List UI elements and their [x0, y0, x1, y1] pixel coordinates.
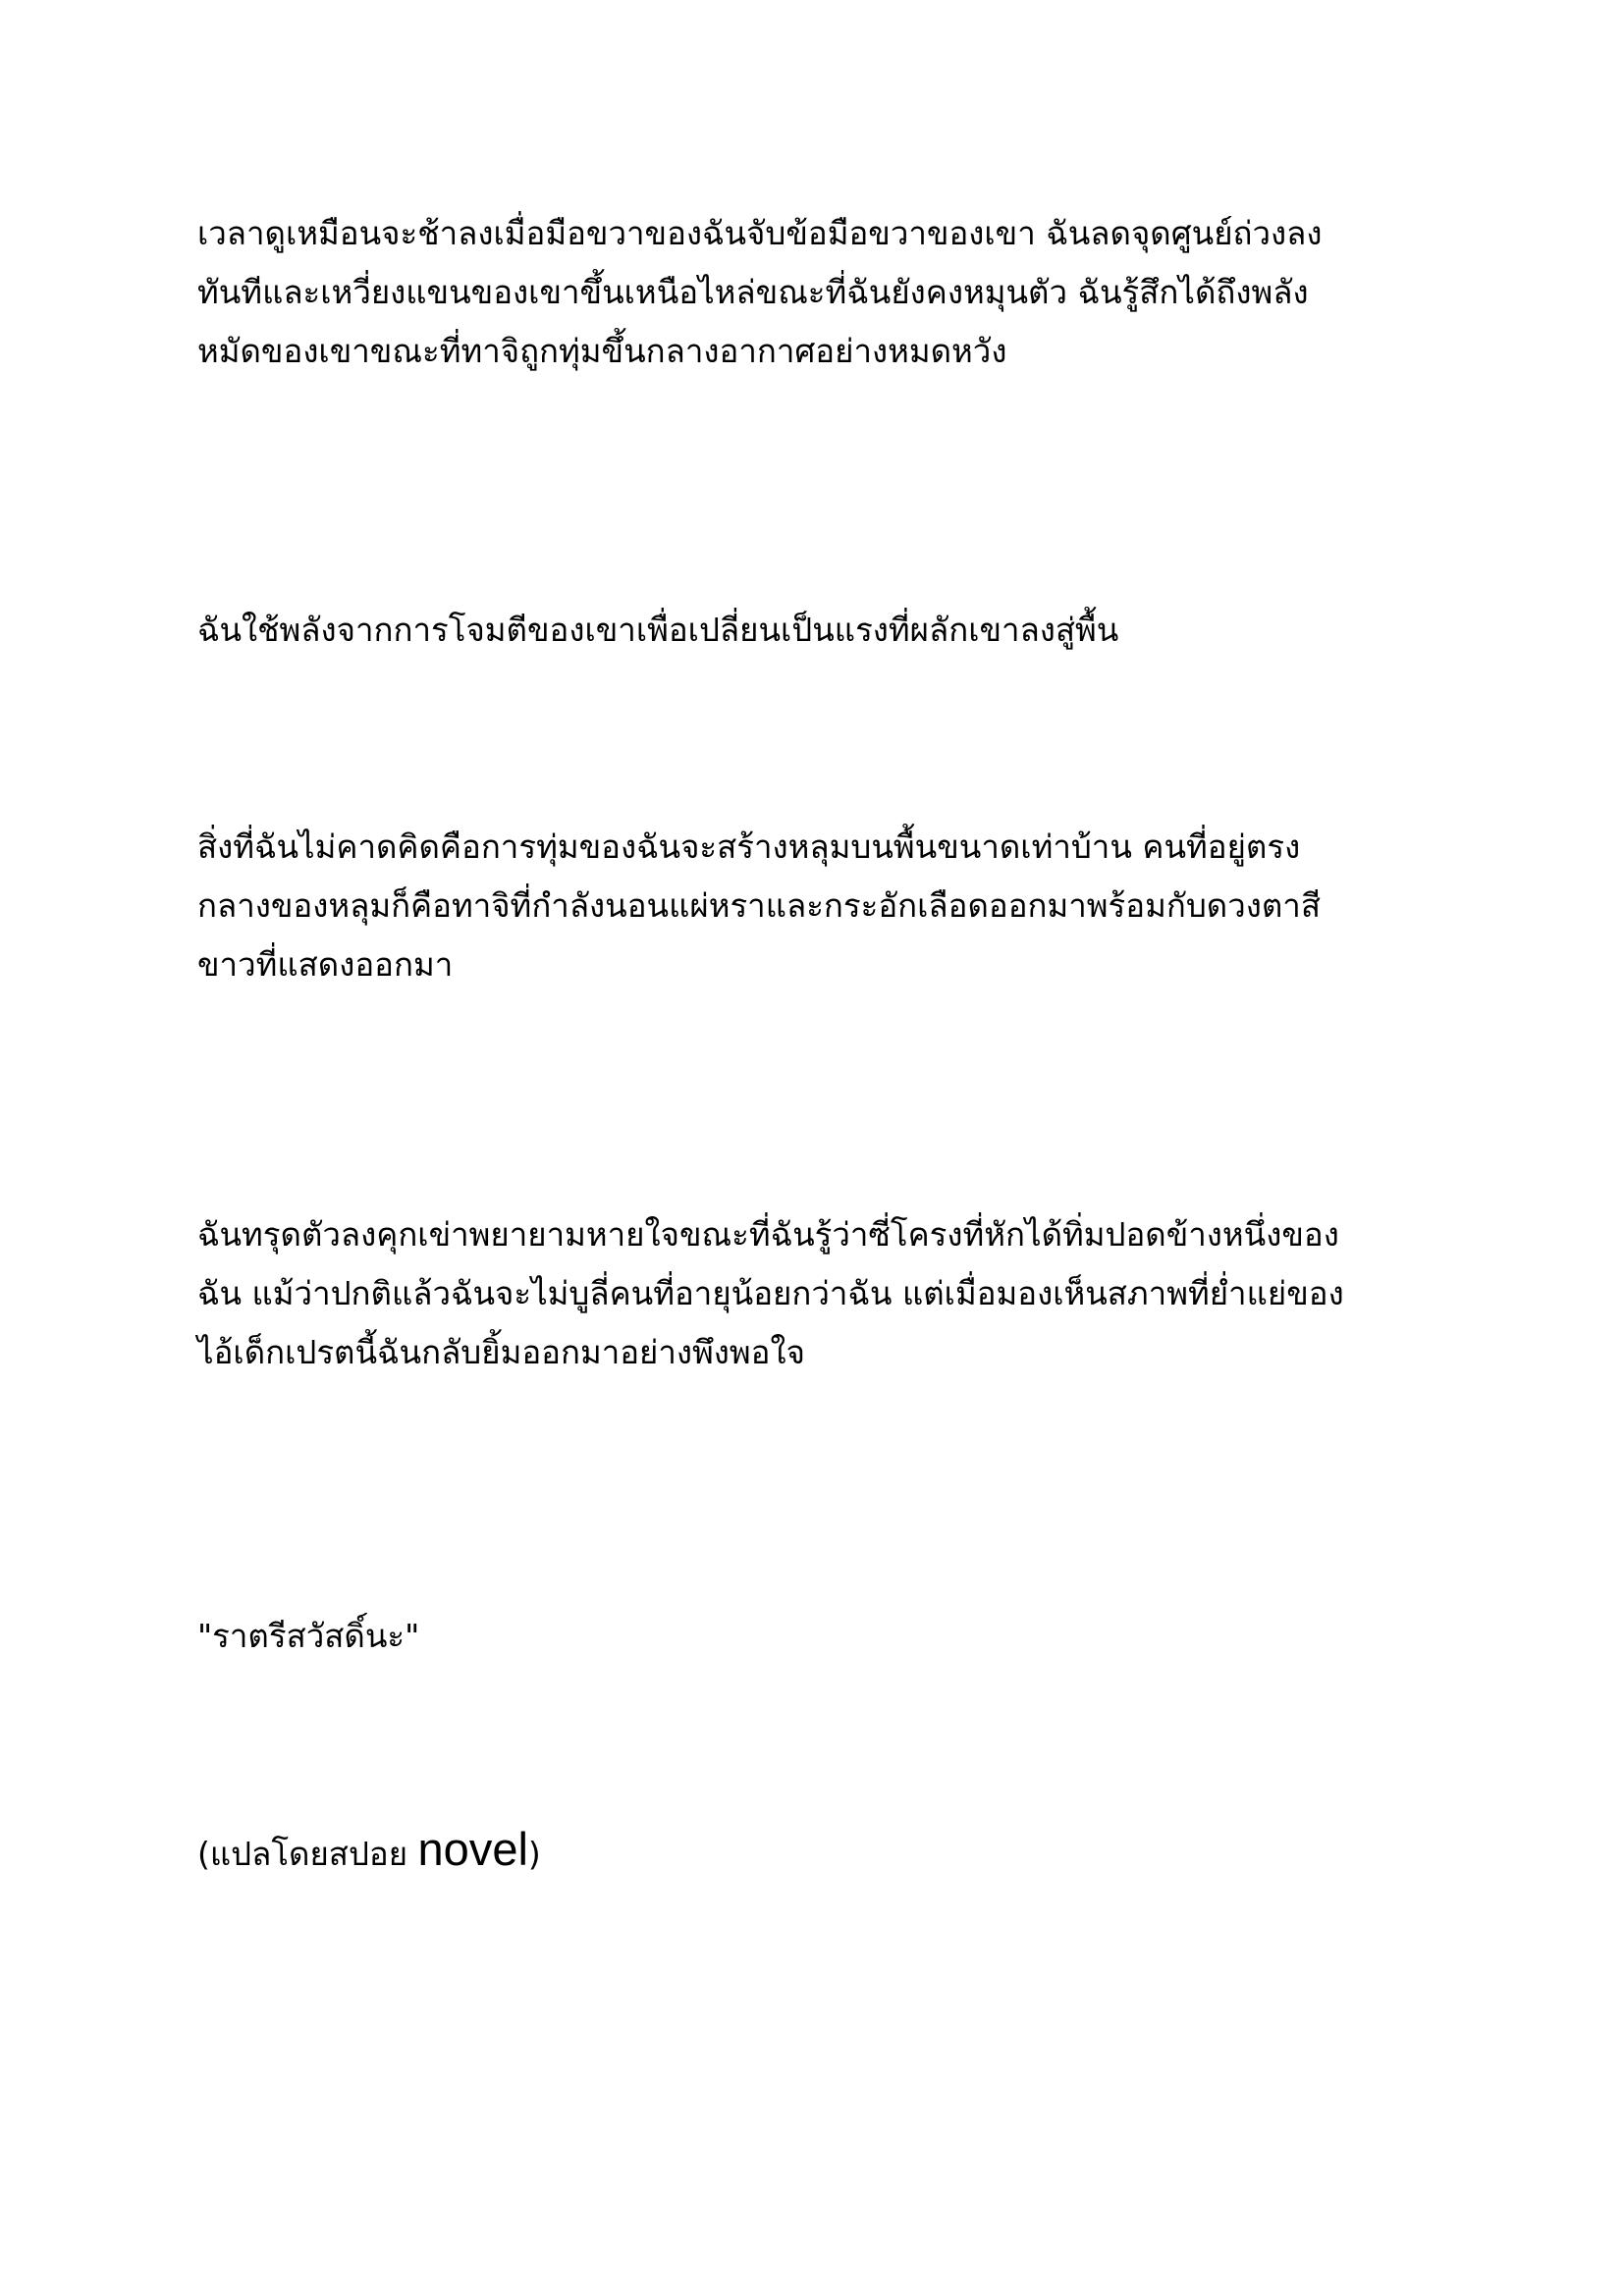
credit-line — [197, 1820, 1474, 1884]
credit-prefix: (แปลโดยสปอย — [197, 1835, 418, 1873]
translator-credit — [197, 1820, 1474, 1884]
paragraph-3 — [197, 818, 1474, 994]
paragraph-line: สิ่งที่ฉันไม่คาดคิดคือการทุ่มของฉันจะสร้างหลุมบนพื้นขนาดเท่าบ้าน คนที่อยู่ตรง — [197, 828, 1301, 866]
dialogue-text: "ราตรีสวัสดิ์นะ" — [197, 1617, 420, 1655]
credit-latin: novel — [417, 1823, 528, 1875]
paragraph-line: หมัดของเขาขณะที่ทาจิถูกทุ่มขึ้นกลางอากาศอย่างหมดหวัง — [197, 332, 1007, 370]
paragraph-line: ฉันทรุดตัวลงคุกเข่าพยายามหายใจขณะที่ฉันรู้ว่าซี่โครงที่หักได้ทิ่มปอดข้างหนึ่งของ — [197, 1215, 1339, 1254]
paragraph-1 — [197, 204, 1474, 381]
paragraph-line: ทันทีและเหวี่ยงแขนของเขาขึ้นเหนือไหล่ขณะที่ฉันยังคงหมุนตัว ฉันรู้สึกได้ถึงพลัง — [197, 273, 1309, 311]
paragraph-line: ฉัน แม้ว่าปกติแล้วฉันจะไม่บูลี่คนที่อายุน้อยกว่าฉัน แต่เมื่อมองเห็นสภาพที่ย่ำแย่ของ — [197, 1274, 1344, 1312]
paragraph-line: ฉันใช้พลังจากการโจมตีของเขาเพื่อเปลี่ยนเป็นแรงที่ผลักเขาลงสู่พื้น — [197, 611, 1119, 649]
paragraph-line: ไอ้เด็กเปรตนี้ฉันกลับยิ้มออกมาอย่างพึงพอใจ — [197, 1333, 805, 1371]
credit-suffix: ) — [527, 1835, 541, 1873]
dialogue-line — [197, 1607, 1474, 1666]
paragraph-line: เวลาดูเหมือนจะช้าลงเมื่อมือขวาของฉันจับข้อมือขวาของเขา ฉันลดจุดศูนย์ถ่วงลง — [197, 214, 1323, 252]
paragraph-line: กลางของหลุมก็คือทาจิที่กำลังนอนแผ่หราและกระอักเลือดออกมาพร้อมกับดวงตาสี — [197, 886, 1321, 925]
paragraph-line: ขาวที่แสดงออกมา — [197, 945, 454, 984]
paragraph-2 — [197, 601, 1474, 660]
paragraph-4 — [197, 1205, 1474, 1382]
